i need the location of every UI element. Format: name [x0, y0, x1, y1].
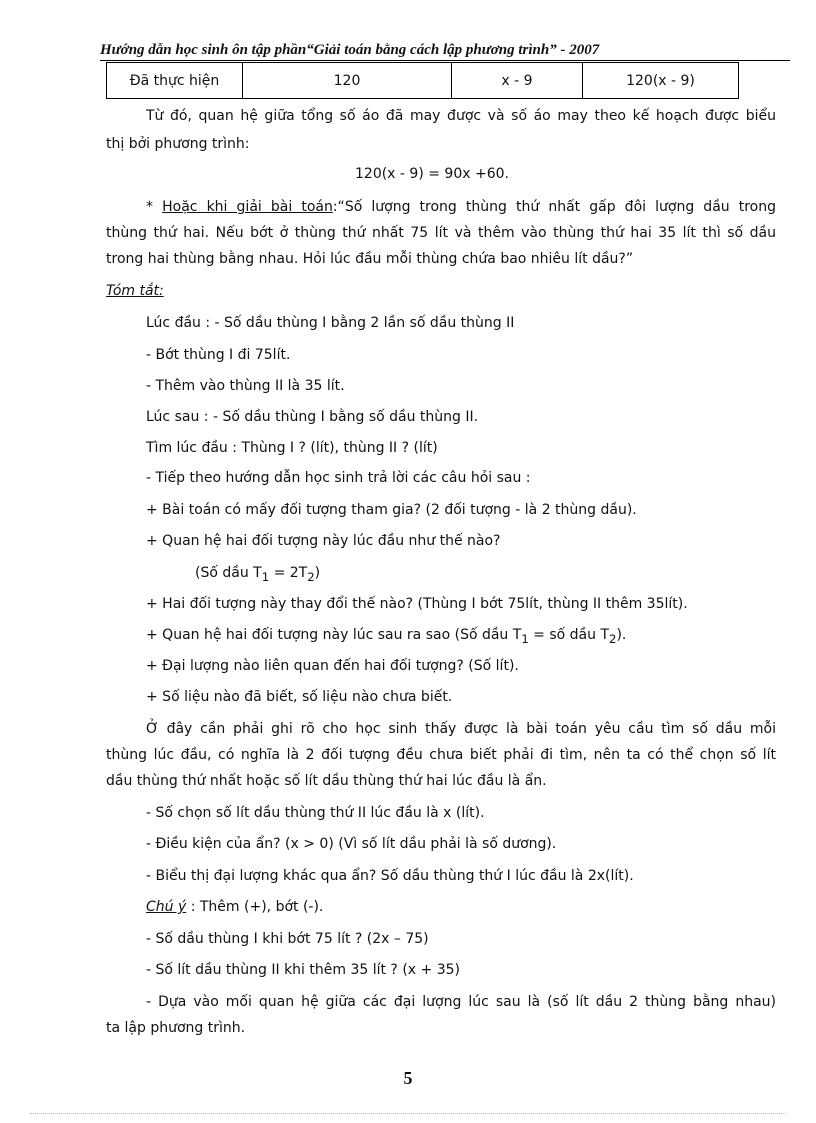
paragraph-line: thùng thứ hai. Nếu bớt ở thùng thứ nhất 75 lít và thêm vào thùng thứ hai 35 lít thì số dầu: [106, 225, 776, 241]
list-item: Lúc đầu : - Số dầu thùng I bằng 2 lần số dầu thùng II: [146, 315, 515, 331]
list-item: - Biểu thị đại lượng khác qua ẩn? Số dầu thùng thứ I lúc đầu là 2x(lít).: [146, 868, 634, 884]
table-cell: 120: [243, 63, 452, 99]
table-row: [107, 63, 739, 99]
problem-text: :“Số lượng trong thùng thứ nhất gấp đôi lượng dầu trong: [332, 199, 777, 215]
paragraph-line: dầu thùng thứ nhất hoặc số lít dầu thùng thứ hai lúc đầu là ẩn.: [106, 773, 547, 789]
list-item: + Đại lượng nào liên quan đến hai đối tượng? (Số lít).: [146, 658, 519, 674]
paragraph-line: Ở đây cần phải ghi rõ cho học sinh thấy được là bài toán yêu cầu tìm số dầu mỗi: [146, 721, 776, 737]
star-marker: *: [146, 199, 163, 215]
paragraph-line: thị bởi phương trình:: [106, 136, 250, 152]
data-table: [106, 62, 739, 99]
paragraph-line: trong hai thùng bằng nhau. Hỏi lúc đầu mỗi thùng chứa bao nhiêu lít dầu?”: [106, 251, 634, 267]
table-cell: 120(x - 9): [583, 63, 739, 99]
list-item: + Bài toán có mấy đối tượng tham gia? (2 đối tượng - là 2 thùng dầu).: [146, 502, 637, 518]
list-item: - Điều kiện của ẩn? (x > 0) (Vì số lít dầu phải là số dương).: [146, 836, 557, 852]
list-item: - Thêm vào thùng II là 35 lít.: [146, 378, 345, 394]
list-item: - Số chọn số lít dầu thùng thứ II lúc đầu là x (lít).: [146, 805, 485, 821]
paragraph-line: Từ đó, quan hệ giữa tổng số áo đã may được và số áo may theo kế hoạch được biểu: [146, 108, 776, 124]
page-bottom-divider: [30, 1113, 786, 1114]
table-cell: Đã thực hiện: [107, 63, 243, 99]
note-text: : Thêm (+), bớt (-).: [186, 899, 324, 915]
list-item: Tìm lúc đầu : Thùng I ? (lít), thùng II ? (lít): [146, 440, 438, 456]
paragraph-line: thùng lúc đầu, có nghĩa là 2 đối tượng đều chưa biết phải đi tìm, nên ta có thể chọn số lít: [106, 747, 776, 763]
table-cell: x - 9: [452, 63, 583, 99]
note: [146, 897, 323, 917]
list-item: + Số liệu nào đã biết, số liệu nào chưa biết.: [146, 689, 453, 705]
list-item: + Quan hệ hai đối tượng này lúc sau ra sao (Số dầu $T_1$ = số dầu $T_2$).: [146, 627, 627, 646]
equation: 120(x - 9) = 90x +60.: [355, 166, 509, 182]
paragraph-line: [146, 197, 776, 217]
list-item: + Quan hệ hai đối tượng này lúc đầu như thế nào?: [146, 533, 501, 549]
paragraph-line: - Dựa vào mối quan hệ giữa các đại lượng lúc sau là (số lít dầu 2 thùng bằng nhau): [146, 994, 776, 1010]
list-item: - Tiếp theo hướng dẫn học sinh trả lời các câu hỏi sau :: [146, 470, 531, 486]
summary-title: Tóm tắt:: [106, 283, 164, 299]
note-label: Chú ý: [146, 899, 187, 915]
paragraph-line: ta lập phương trình.: [106, 1020, 246, 1036]
page-header: Hướng dẫn học sinh ôn tập phần“Giải toán bằng cách lập phương trình” - 2007: [100, 40, 790, 61]
list-item: - Bớt thùng I đi 75lít.: [146, 347, 291, 363]
page-number: 5: [403, 1068, 413, 1088]
list-item: Lúc sau : - Số dầu thùng I bằng số dầu thùng II.: [146, 409, 479, 425]
list-item: - Số lít dầu thùng II khi thêm 35 lít ? (x + 35): [146, 962, 460, 978]
relation-start: (Số dầu $T_1 = 2T_2$): [195, 565, 321, 584]
list-item: + Hai đối tượng này thay đổi thế nào? (Thùng I bớt 75lít, thùng II thêm 35lít).: [146, 596, 688, 612]
problem-intro-label: Hoặc khi giải bài toán: [162, 199, 333, 215]
list-item: - Số dầu thùng I khi bớt 75 lít ? (2x – 75): [146, 931, 429, 947]
